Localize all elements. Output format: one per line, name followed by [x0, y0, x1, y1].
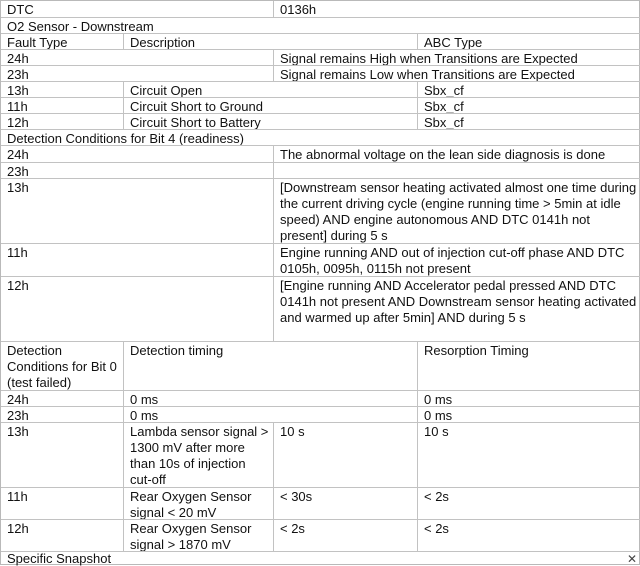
detection-value: 10 s: [273, 423, 417, 487]
readiness-row-12h: [1, 277, 640, 342]
close-icon[interactable]: ✕: [626, 552, 637, 566]
readiness-code: 23h: [7, 164, 29, 178]
dtc-label: DTC: [7, 2, 34, 17]
fault-code: 24h: [7, 51, 29, 65]
resorption-value: 10 s: [417, 423, 640, 487]
resorption-timing-header: Resorption Timing: [417, 342, 640, 390]
dtc-description: O2 Sensor - Downstream: [7, 19, 154, 33]
timing-row-23h: [1, 407, 640, 423]
fault-code: 11h: [7, 99, 28, 113]
timing-code: 23h: [7, 408, 29, 422]
timing-code: 11h: [7, 489, 28, 504]
dtc-row: [1, 1, 640, 18]
fault-abc-type: Sbx_cf: [417, 82, 640, 97]
timing-row-11h: [1, 488, 640, 520]
description-header: Description: [123, 34, 417, 49]
fault-description: Circuit Short to Ground: [123, 98, 417, 113]
fault-table-header: [1, 34, 640, 50]
readiness-code: 24h: [7, 147, 29, 162]
readiness-row-13h: [1, 179, 640, 244]
detection-conditions-header: Detection Conditions for Bit 0 (test failed): [7, 343, 117, 390]
readiness-row-11h: [1, 244, 640, 277]
fault-description: Circuit Short to Battery: [123, 114, 417, 129]
readiness-title-row: [1, 130, 640, 146]
detection-value: < 30s: [273, 488, 417, 519]
fault-abc-type: Sbx_cf: [417, 98, 640, 113]
timing-condition: Rear Oxygen Sensor signal > 1870 mV: [123, 520, 273, 551]
readiness-title: Detection Conditions for Bit 4 (readiness): [7, 131, 245, 145]
fault-code: 23h: [7, 67, 29, 81]
dtc-value: 0136h: [273, 1, 640, 17]
readiness-condition: [Downstream sensor heating activated almost one time during the current driving cycle (engine running time > 5min at idle speed) AND engine autonomous AND DTC 0141h not present] during 5 s: [273, 179, 640, 243]
readiness-condition: Engine running AND out of injection cut-off phase AND DTC 0105h, 0095h, 0115h not present: [273, 244, 640, 276]
resorption-value: < 2s: [417, 488, 640, 519]
readiness-row-23h: [1, 163, 640, 179]
snapshot-row: [1, 552, 640, 566]
fault-description: Signal remains High when Transitions are Expected: [273, 50, 640, 65]
readiness-row-24h: [1, 146, 640, 163]
fault-row-23h: [1, 66, 640, 82]
fault-row-12h: [1, 114, 640, 130]
timing-condition: 0 ms: [123, 407, 417, 422]
dtc-description-row: [1, 18, 640, 34]
detection-timing-header: Detection timing: [123, 342, 417, 390]
timing-code: 12h: [7, 521, 29, 536]
abc-type-header: ABC Type: [417, 34, 640, 49]
readiness-code: 13h: [7, 180, 29, 195]
resorption-value: 0 ms: [417, 407, 640, 422]
fault-description: Signal remains Low when Transitions are Expected: [273, 66, 640, 81]
fault-description: Circuit Open: [123, 82, 417, 97]
timing-code: 24h: [7, 392, 29, 406]
resorption-value: 0 ms: [417, 391, 640, 406]
readiness-condition: [273, 163, 640, 178]
readiness-condition: [Engine running AND Accelerator pedal pressed AND DTC 0141h not present AND Downstream sensor heating activated and warmed up after 5min] AND during 5 s: [273, 277, 640, 341]
fault-abc-type: Sbx_cf: [417, 114, 640, 129]
fault-row-24h: [1, 50, 640, 66]
timing-condition: Rear Oxygen Sensor signal < 20 mV: [123, 488, 273, 519]
fault-type-header: Fault Type: [7, 35, 68, 49]
timing-code: 13h: [7, 424, 29, 439]
fault-code: 12h: [7, 115, 29, 129]
readiness-code: 11h: [7, 245, 28, 260]
timing-condition: Lambda sensor signal > 1300 mV after more than 10s of injection cut-off: [123, 423, 273, 487]
fault-row-11h: [1, 98, 640, 114]
timing-row-13h: [1, 423, 640, 488]
timing-row-12h: [1, 520, 640, 552]
specific-snapshot-label: Specific Snapshot: [7, 552, 112, 566]
fault-code: 13h: [7, 83, 29, 97]
readiness-code: 12h: [7, 278, 29, 293]
readiness-condition: The abnormal voltage on the lean side diagnosis is done: [273, 146, 640, 162]
resorption-value: < 2s: [417, 520, 640, 551]
timing-row-24h: [1, 391, 640, 407]
fault-row-13h: [1, 82, 640, 98]
timing-condition: 0 ms: [123, 391, 417, 406]
timing-header-row: [1, 342, 640, 391]
detection-value: < 2s: [273, 520, 417, 551]
